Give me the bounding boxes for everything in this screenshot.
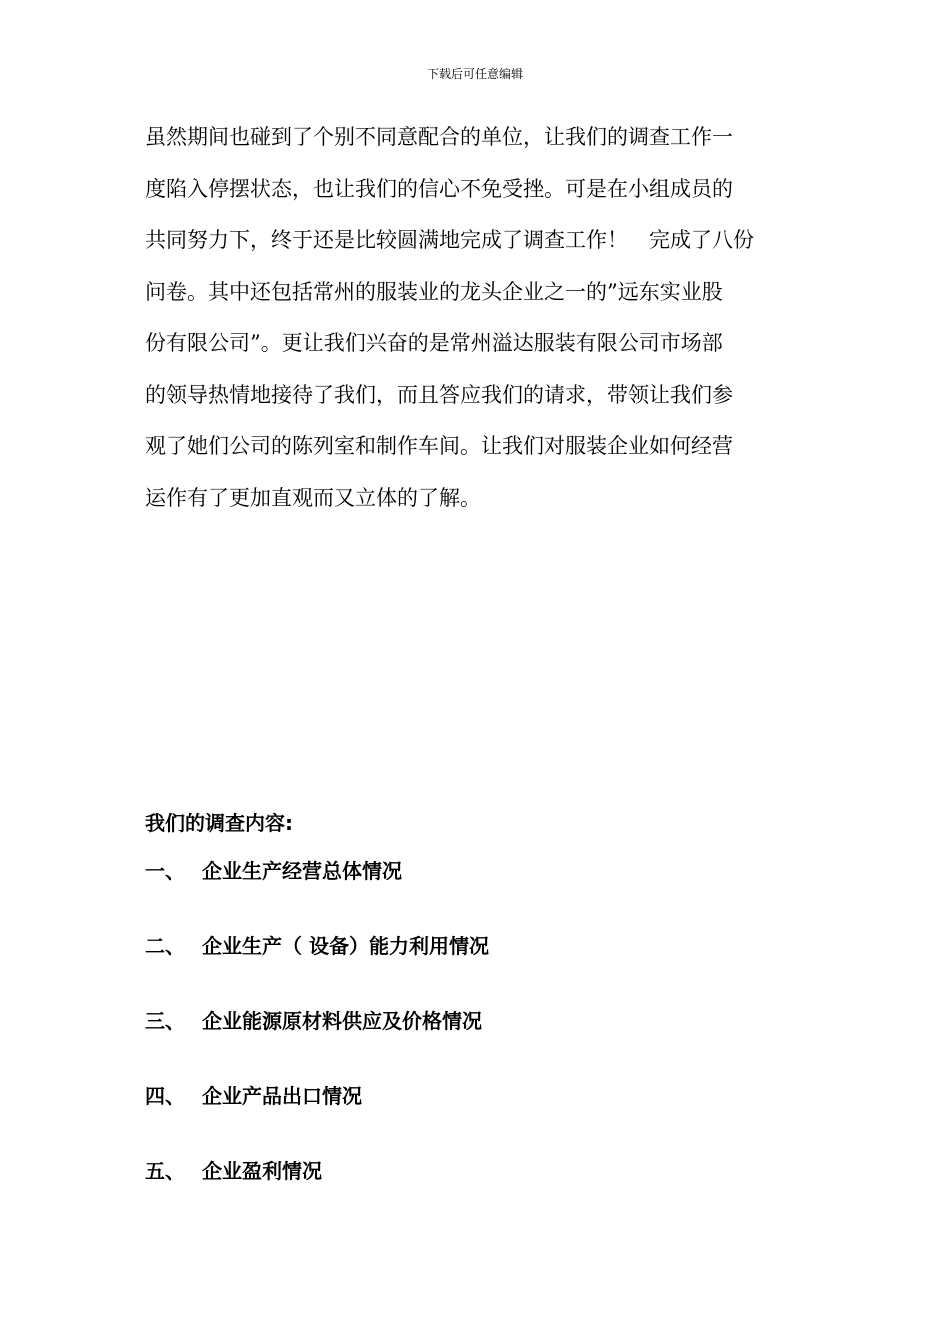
list-item-text: 企业盈利情况 [202,1159,322,1183]
contents-list [145,856,489,1231]
list-item [145,1081,489,1156]
paragraph-line: 度陷入停摆状态，也让我们的信心不免受挫。可是在小组成员的 [145,176,733,201]
list-item [145,931,489,1006]
page-header: 下载后可任意编辑 [426,67,523,81]
list-item-text: 企业产品出口情况 [202,1084,362,1108]
paragraph-line: 的领导热情地接待了我们，而且答应我们的请求，带领让我们参 [145,382,733,407]
list-item-text: 企业能源原材料供应及价格情况 [202,1009,482,1033]
list-item-number: 五、 [145,1159,185,1183]
paragraph-line: 运作有了更加直观而又立体的了解。 [145,485,481,510]
list-item-number: 三、 [145,1009,185,1033]
paragraph-line: 份有限公司”。更让我们兴奋的是常州溢达服装有限公司市场部 [145,331,723,355]
paragraph-line: 问卷。其中还包括常州的服装业的龙头企业之一的”远东实业股 [145,279,723,304]
list-item-text: 企业生产（ 设备）能力利用情况 [202,934,489,958]
list-item [145,1156,489,1231]
body-paragraph [145,112,810,524]
list-item [145,856,489,931]
paragraph-line: 共同努力下，终于还是比较圆满地完成了调查工作！ 完成了八份 [145,228,754,252]
list-item-number: 四、 [145,1084,185,1108]
list-item-number: 一、 [145,859,185,883]
contents-heading: 我们的调查内容: [145,811,293,835]
list-item-number: 二、 [145,934,185,958]
paragraph-line: 观了她们公司的陈列室和制作车间。让我们对服装企业如何经营 [145,434,733,458]
list-item-text: 企业生产经营总体情况 [202,859,402,883]
list-item [145,1006,489,1081]
paragraph-line: 虽然期间也碰到了个别不同意配合的单位，让我们的调查工作一 [145,125,733,149]
